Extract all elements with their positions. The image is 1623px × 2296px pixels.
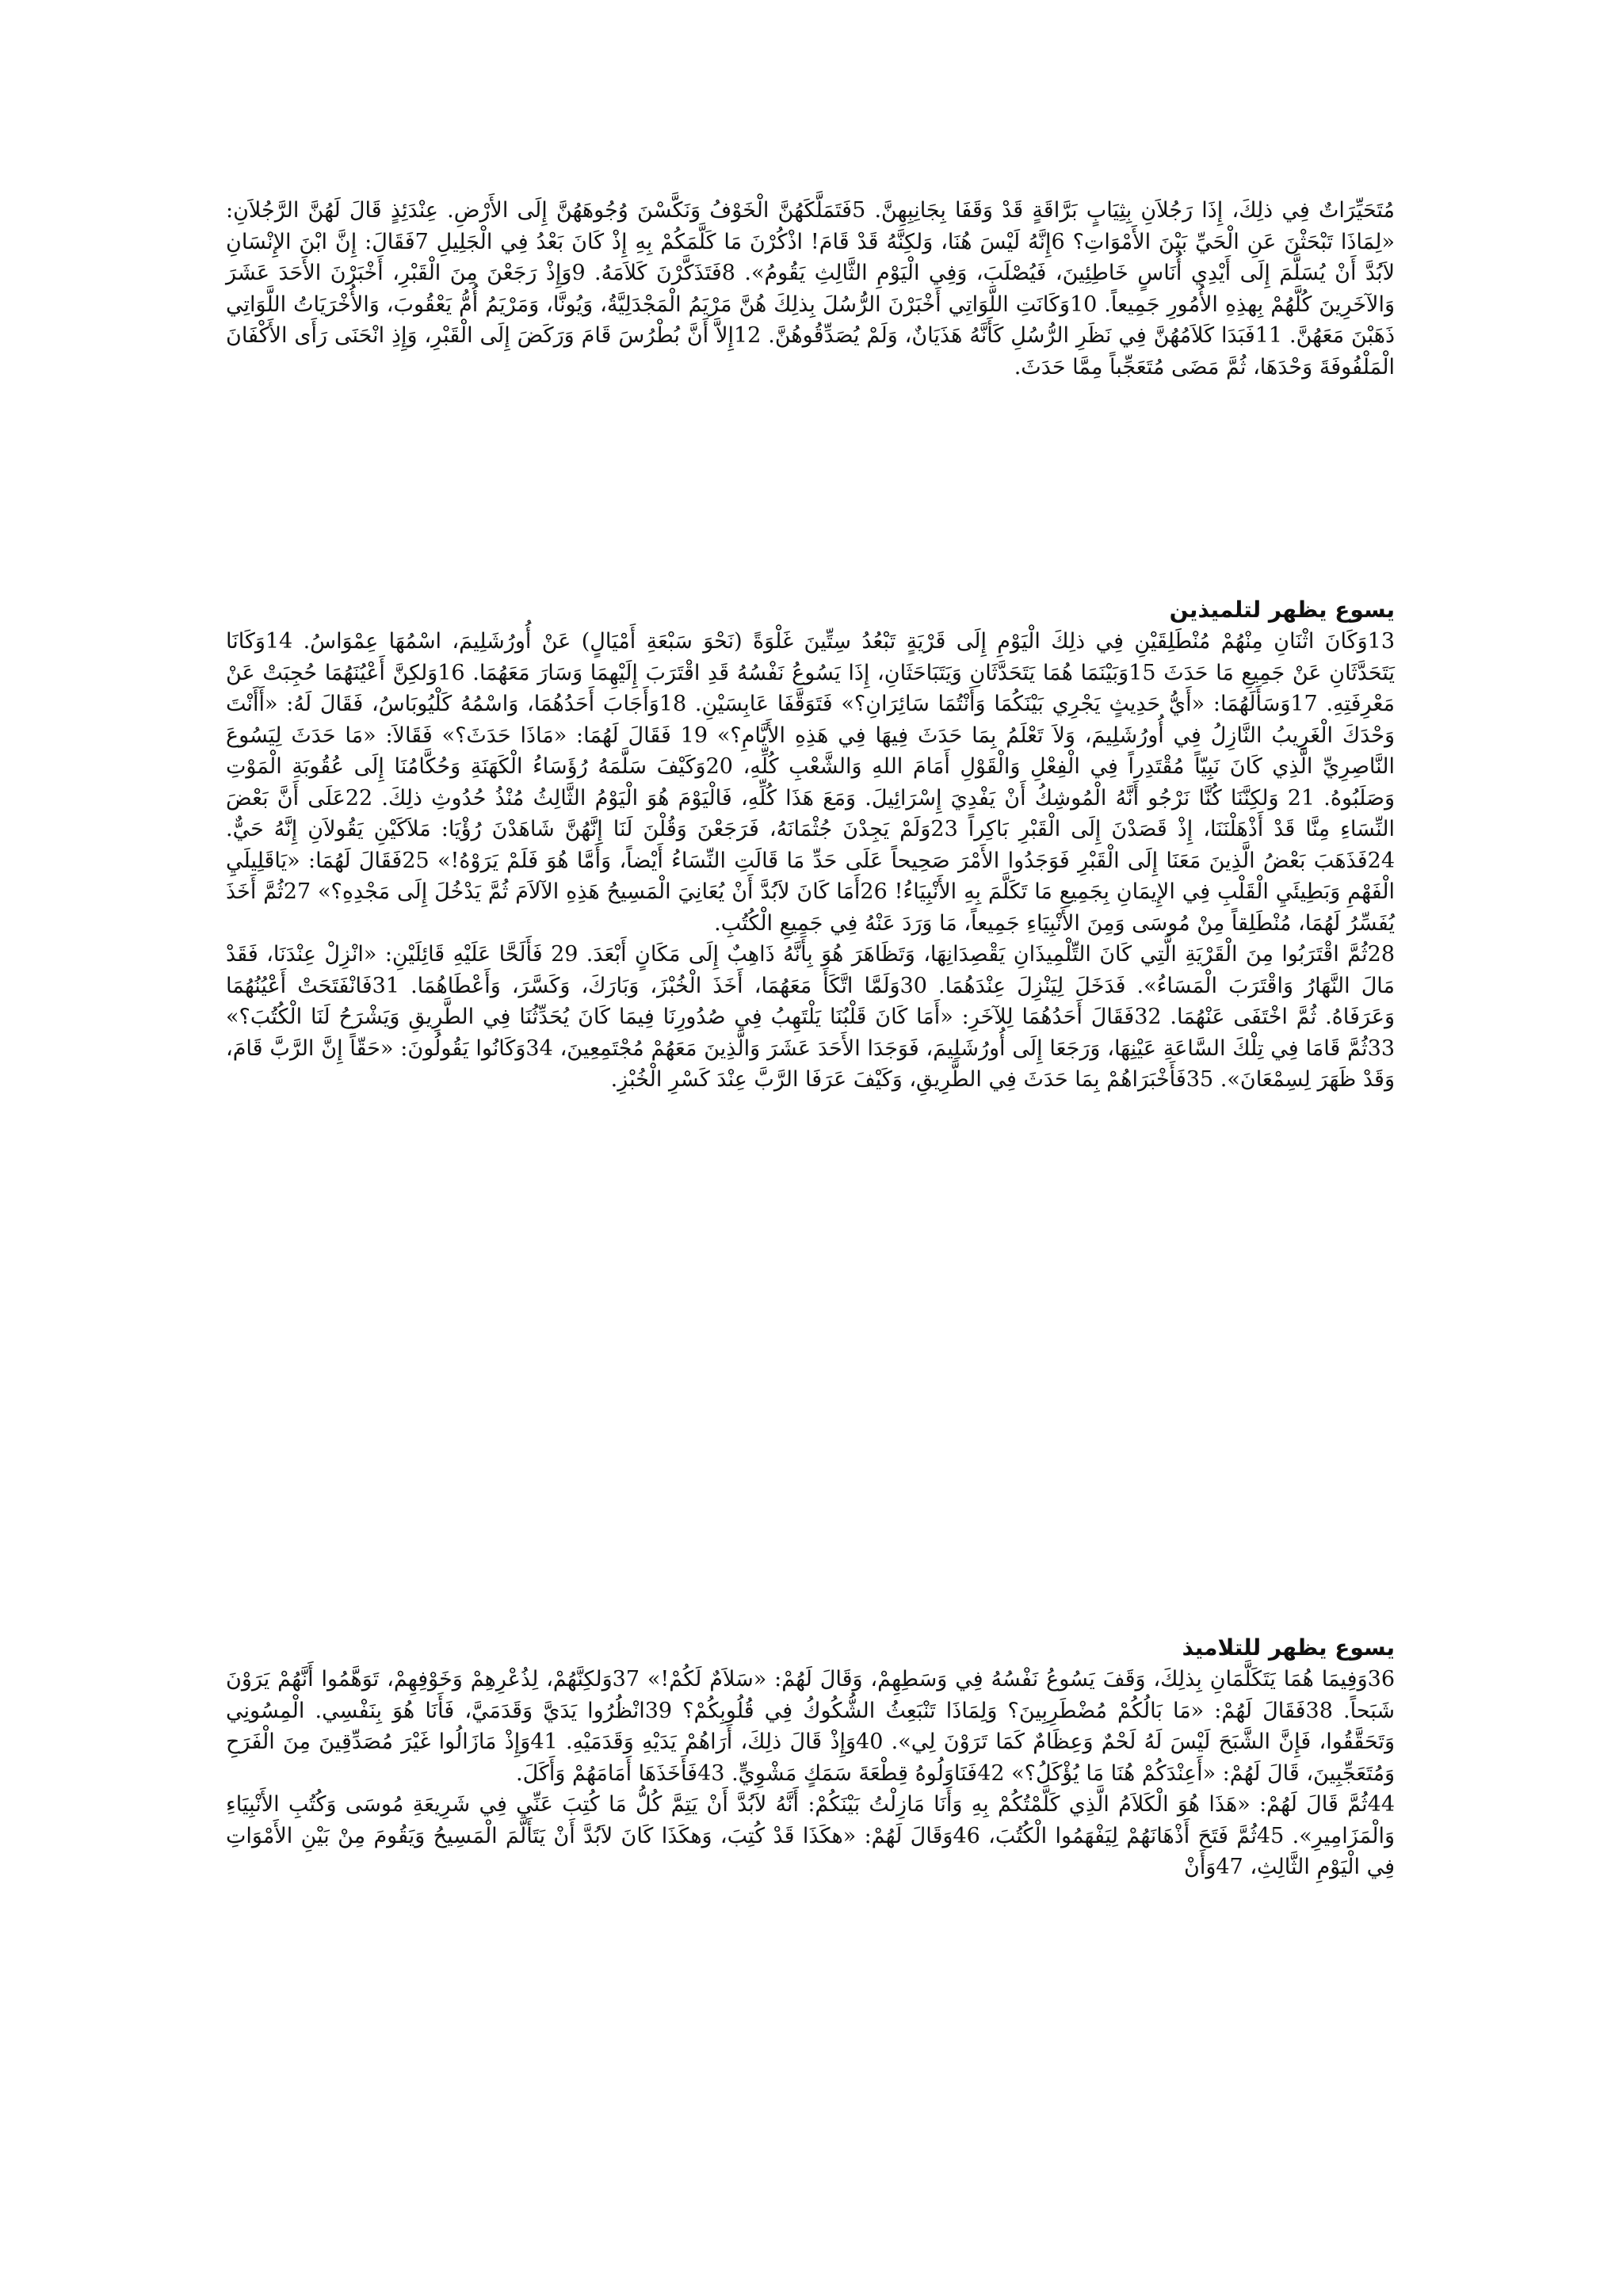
section-heading-disciples: يسوع يظهر للتلاميذ [1182, 1634, 1395, 1661]
section-heading-two-disciples: يسوع يظهر لتلميذين [1169, 597, 1395, 623]
paragraph: 36وَفِيمَا هُمَا يَتَكَلَّمَانِ بِذلِكَ، وَقَفَ يَسُوعُ نَفْسُهُ فِي وَسَطِهِمْ، وَقَالَ لَهُمْ: «سَلاَمٌ لَكُمْ!» 37وَلكِنَّهُمْ، لِذُعْرِهِمْ وَخَوْفِهِمْ، تَوَهَّمُوا أَنَّهُمْ يَرَوْنَ شَبَحاً. 38فَقَالَ لَهُمْ: «مَا بَالُكُمْ مُضْطَرِبِينَ؟ وَلِمَاذَا تَنْبَعِثُ الشُّكُوكُ فِي قُلُوبِكُمْ؟ 39انْظُرُوا يَدَيَّ وَقَدَمَيَّ، فَأَنَا هُوَ بِنَفْسِي. الْمِسُونِي وَتَحَقَّقُوا، فَإِنَّ الشَّبَحَ لَيْسَ لَهُ لَحْمٌ وَعِظَامٌ كَمَا تَرَوْنَ لِي». 40وَإِذْ قَالَ ذلِكَ، أَرَاهُمْ يَدَيْهِ وَقَدَمَيْهِ. 41وَإِذْ مَازَالُوا غَيْرَ مُصَدِّقِينَ مِنَ الْفَرَحِ وَمُتَعَجِّبِينَ، قَالَ لَهُمْ: «أَعِنْدَكُمْ هُنَا مَا يُؤْكَلُ؟» 42فَنَاوَلُوهُ قِطْعَةَ سَمَكٍ مَشْوِيٍّ. 43فَأَخَذَهَا أَمَامَهُمْ وَأَكَلَ. [226, 1667, 1395, 1786]
text-block-disciples [226, 1664, 1395, 1883]
paragraph: مُتَحَيِّرَاتٌ فِي ذلِكَ، إِذَا رَجُلاَنِ بِثِيَابٍ بَرَّاقَةٍ قَدْ وَقَفَا بِجَانِبِهِنَّ. 5فَتَمَلَّكَهُنَّ الْخَوْفُ وَنَكَّسْنَ وُجُوهَهُنَّ إِلَى الأَرْضِ. عِنْدَئِذٍ قَالَ لَهُنَّ الرَّجُلاَنِ: «لِمَاذَا تَبْحَثْنَ عَنِ الْحَيِّ بَيْنَ الأَمْوَاتِ؟ 6إِنَّهُ لَيْسَ هُنَا، وَلكِنَّهُ قَدْ قَامَ! اذْكُرْنَ مَا كَلَّمَكُمْ بِهِ إِذْ كَانَ بَعْدُ فِي الْجَلِيلِ 7فَقَالَ: إِنَّ ابْنَ الإِنْسَانِ لاَبُدَّ أَنْ يُسَلَّمَ إِلَى أَيْدِي أُنَاسٍ خَاطِئِينَ، فَيُصْلَبَ، وَفِي الْيَوْمِ الثَّالِثِ يَقُومُ». 8فَتَذَكَّرْنَ كَلاَمَهُ. 9وَإِذْ رَجَعْنَ مِنَ الْقَبْرِ، أَخْبَرْنَ الأَحَدَ عَشَرَ وَالآخَرِينَ كُلَّهُمْ بِهذِهِ الأُمُورِ جَمِيعاً. 10وَكَانَتِ اللَّوَاتِي أَخْبَرْنَ الرُّسُلَ بِذلِكَ هُنَّ مَرْيَمُ الْمَجْدَلِيَّةُ، وَيُونَّا، وَمَرْيَمُ أُمُّ يَعْقُوبَ، وَالأُخْرَيَاتُ اللَّوَاتِي ذَهَبْنَ مَعَهُنَّ. 11فَبَدَا كَلاَمُهُنَّ فِي نَظَرِ الرُّسُلِ كَأَنَّهُ هَذَيَانٌ، وَلَمْ يُصَدِّقُوهُنَّ. 12إِلاَّ أَنَّ بُطْرُسَ قَامَ وَرَكَضَ إِلَى الْقَبْرِ، وَإِذِ انْحَنَى رَأَى الأَكْفَانَ الْمَلْفُوفَةَ وَحْدَهَا، ثُمَّ مَضَى مُتَعَجِّباً مِمَّا حَدَثَ. [226, 198, 1395, 379]
paragraph: 13وَكَانَ اثْنَانِ مِنْهُمْ مُنْطَلِقَيْنِ فِي ذلِكَ الْيَوْمِ إِلَى قَرْيَةٍ تَبْعُدُ سِتِّينَ غَلْوَةً (نَحْوَ سَبْعَةِ أَمْيَالٍ) عَنْ أُورُشَلِيمَ، اسْمُهَا عِمْوَاسُ. 14وَكَانَا يَتَحَدَّثَانِ عَنْ جَمِيعِ مَا حَدَثَ 15وَبَيْنَمَا هُمَا يَتَحَدَّثَانِ وَيَتَبَاحَثَانِ، إِذَا يَسُوعُ نَفْسُهُ قَدِ اقْتَرَبَ إِلَيْهِمَا وَسَارَ مَعَهُمَا. 16وَلكِنَّ أَعْيُنَهُمَا حُجِبَتْ عَنْ مَعْرِفَتِهِ. 17وَسَأَلَهُمَا: «أَيُّ حَدِيثٍ يَجْرِي بَيْنَكُمَا وَأَنْتُمَا سَائِرَانِ؟» فَتَوَقَّفَا عَابِسَيْنِ. 18وَأَجَابَ أَحَدُهُمَا، وَاسْمُهُ كَلْيُوبَاسُ، فَقَالَ لَهُ: «أَأَنْتَ وَحْدَكَ الْغَرِيبُ النَّازِلُ فِي أُورُشَلِيمَ، وَلاَ تَعْلَمُ بِمَا حَدَثَ فِيهَا فِي هَذِهِ الأَيَّامِ؟» 19 فَقَالَ لَهُمَا: «مَاذَا حَدَثَ؟» فَقَالاَ: «مَا حَدَثَ لِيَسُوعَ النَّاصِرِيِّ الَّذِي كَانَ نَبِيّاً مُقْتَدِراً فِي الْفِعْلِ وَالْقَوْلِ أَمَامَ اللهِ وَالشَّعْبِ كُلِّهِ، 20وَكَيْفَ سَلَّمَهُ رُؤَسَاءُ الْكَهَنَةِ وَحُكَّامُنَا إِلَى عُقُوبَةِ الْمَوْتِ وَصَلَبُوهُ. 21 وَلكِنَّنَا كُنَّا نَرْجُو أَنَّهُ الْمُوشِكُ أَنْ يَفْدِيَ إِسْرَائِيلَ. وَمَعَ هَذَا كُلِّهِ، فَالْيَوْمَ هُوَ الْيَوْمُ الثَّالِثُ مُنْذُ حُدُوثِ ذلِكَ. 22عَلَى أَنَّ بَعْضَ النِّسَاءِ مِنَّا قَدْ أَذْهَلْنَنَا، إِذْ قَصَدْنَ إِلَى الْقَبْرِ بَاكِراً 23وَلَمْ يَجِدْنَ جُثْمَانَهُ، فَرَجَعْنَ وَقُلْنَ لَنَا إِنَّهُنَّ شَاهَدْنَ رُؤْيَا: مَلاَكَيْنِ يَقُولاَنِ إِنَّهُ حَيٌّ. 24فَذَهَبَ بَعْضُ الَّذِينَ مَعَنَا إِلَى الْقَبْرِ فَوَجَدُوا الأَمْرَ صَحِيحاً عَلَى حَدِّ مَا قَالَتِ النِّسَاءُ أَيْضاً، وَأَمَّا هُوَ فَلَمْ يَرَوْهُ!» 25فَقَالَ لَهُمَا: «يَاقَلِيلَيِ الْفَهْمِ وَبَطِيئَيِ الْقَلْبِ فِي الإِيمَانِ بِجَمِيعِ مَا تَكَلَّمَ بِهِ الأَنْبِيَاءُ! 26أَمَا كَانَ لاَبُدَّ أَنْ يُعَانِيَ الْمَسِيحُ هَذِهِ الآلاَمَ ثُمَّ يَدْخُلَ إِلَى مَجْدِهِ؟» 27ثُمَّ أَخَذَ يُفَسِّرُ لَهُمَا، مُنْطَلِقاً مِنْ مُوسَى وَمِنَ الأَنْبِيَاءِ جَمِيعاً، مَا وَرَدَ عَنْهُ فِي جَمِيعِ الْكُتُبِ. [226, 629, 1396, 936]
paragraph: 28ثُمَّ اقْتَرَبُوا مِنَ الْقَرْيَةِ الَّتِي كَانَ التِّلْمِيذَانِ يَقْصِدَانِهَا، وَتَظَاهَرَ هُوَ بِأَنَّهُ ذَاهِبٌ إِلَى مَكَانٍ أَبْعَدَ. 29 فَأَلَحَّا عَلَيْهِ قَائِلَيْنِ: «انْزِلْ عِنْدَنَا، فَقَدْ مَالَ النَّهَارُ وَاقْتَرَبَ الْمَسَاءُ». فَدَخَلَ لِيَنْزِلَ عِنْدَهُمَا. 30وَلَمَّا اتَّكَأَ مَعَهُمَا، أَخَذَ الْخُبْزَ، وَبَارَكَ، وَكَسَّرَ، وَأَعْطَاهُمَا. 31فَانْفَتَحَتْ أَعْيُنُهُمَا وَعَرَفَاهُ. ثُمَّ اخْتَفَى عَنْهُمَا. 32فَقَالَ أَحَدُهُمَا لِلآخَرِ: «أَمَا كَانَ قَلْبُنَا يَلْتَهِبُ فِي صُدُورِنَا فِيمَا كَانَ يُحَدِّثُنَا فِي الطَّرِيقِ وَيَشْرَحُ لَنَا الْكُتُبَ؟» 33ثُمَّ قَامَا فِي تِلْكَ السَّاعَةِ عَيْنِهَا، وَرَجَعَا إِلَى أُورُشَلِيمَ، فَوَجَدَا الأَحَدَ عَشَرَ وَالَّذِينَ مَعَهُمْ مُجْتَمِعِينَ، 34وَكَانُوا يَقُولُونَ: «حَقّاً إِنَّ الرَّبَّ قَامَ، وَقَدْ ظَهَرَ لِسِمْعَانَ». 35فَأَخْبَرَاهُمْ بِمَا حَدَثَ فِي الطَّرِيقِ، وَكَيْفَ عَرَفَا الرَّبَّ عِنْدَ كَسْرِ الْخُبْزِ. [226, 942, 1395, 1092]
paragraph: 44ثُمَّ قَالَ لَهُمْ: «هَذَا هُوَ الْكَلاَمُ الَّذِي كَلَّمْتُكُمْ بِهِ وَأَنَا مَازِلْتُ بَيْنَكُمْ: أَنَّهُ لاَبُدَّ أَنْ يَتِمَّ كُلُّ مَا كُتِبَ عَنِّي فِي شَرِيعَةِ مُوسَى وَكُتُبِ الأَنْبِيَاءِ وَالْمَزَامِيرِ». 45ثُمَّ فَتَحَ أَذْهَانَهُمْ لِيَفْهَمُوا الْكُتُبَ، 46وَقَالَ لَهُمْ: «هكَذَا قَدْ كُتِبَ، وَهكَذَا كَانَ لاَبُدَّ أَنْ يَتَأَلَّمَ الْمَسِيحُ وَيَقُومَ مِنْ بَيْنِ الأَمْوَاتِ فِي الْيَوْمِ الثَّالِثِ، 47وَأَنْ [226, 1792, 1395, 1879]
text-block-two-disciples [226, 626, 1395, 1096]
text-block-continuation [226, 195, 1395, 383]
